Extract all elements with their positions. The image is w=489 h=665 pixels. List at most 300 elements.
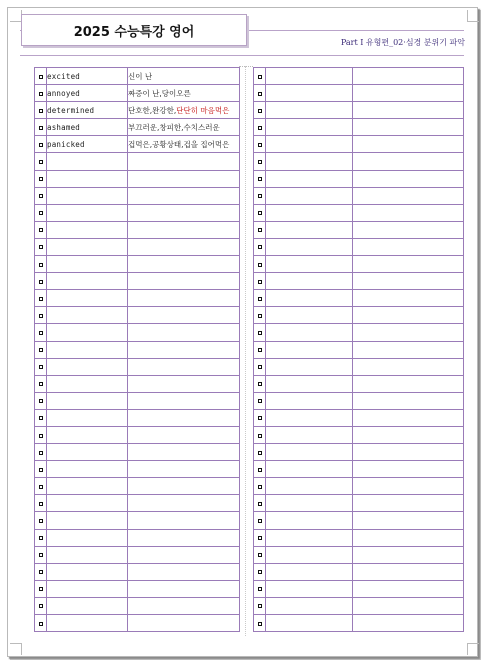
checkbox-icon[interactable]: [39, 297, 43, 301]
checkbox-icon[interactable]: [39, 485, 43, 489]
vocab-row: [254, 495, 464, 512]
checkbox-icon[interactable]: [258, 622, 262, 626]
word-cell: excited: [47, 68, 128, 85]
vocab-row: [35, 256, 240, 273]
word-cell: [47, 273, 128, 290]
meaning-cell: [128, 495, 240, 512]
checkbox-icon[interactable]: [258, 382, 262, 386]
checkbox-icon[interactable]: [39, 314, 43, 318]
vocab-row: [35, 358, 240, 375]
vocab-row: [254, 256, 464, 273]
word-cell: [266, 341, 353, 358]
checkbox-cell: [254, 478, 266, 495]
vocab-row: [35, 495, 240, 512]
vocab-row: [254, 68, 464, 85]
vocab-row: [254, 238, 464, 255]
checkbox-icon[interactable]: [258, 536, 262, 540]
checkbox-cell: [254, 290, 266, 307]
checkbox-icon[interactable]: [39, 109, 43, 113]
checkbox-cell: [35, 358, 47, 375]
checkbox-cell: [35, 153, 47, 170]
checkbox-icon[interactable]: [258, 331, 262, 335]
word-cell: [266, 461, 353, 478]
word-cell: [266, 85, 353, 102]
checkbox-icon[interactable]: [258, 211, 262, 215]
word-cell: [266, 409, 353, 426]
vocab-row: [35, 392, 240, 409]
checkbox-icon[interactable]: [39, 331, 43, 335]
checkbox-cell: [254, 512, 266, 529]
vocab-row: [254, 444, 464, 461]
checkbox-icon[interactable]: [39, 622, 43, 626]
checkbox-icon[interactable]: [258, 416, 262, 420]
checkbox-icon[interactable]: [258, 297, 262, 301]
checkbox-icon[interactable]: [39, 434, 43, 438]
checkbox-icon[interactable]: [258, 194, 262, 198]
meaning-cell: [353, 615, 464, 632]
meaning-cell: [128, 187, 240, 204]
vocab-table-right: [253, 67, 464, 632]
word-cell: [266, 392, 353, 409]
checkbox-cell: [254, 341, 266, 358]
checkbox-icon[interactable]: [258, 75, 262, 79]
word-cell: [47, 221, 128, 238]
vocab-row: [254, 187, 464, 204]
vocab-row: [35, 204, 240, 221]
vocab-row: [35, 153, 240, 170]
checkbox-cell: [254, 85, 266, 102]
word-cell: [47, 478, 128, 495]
word-cell: [266, 170, 353, 187]
checkbox-cell: [254, 597, 266, 614]
checkbox-cell: [254, 580, 266, 597]
word-cell: [266, 358, 353, 375]
word-cell: [266, 375, 353, 392]
checkbox-cell: [254, 358, 266, 375]
checkbox-cell: [35, 375, 47, 392]
checkbox-cell: [35, 478, 47, 495]
checkbox-icon[interactable]: [258, 160, 262, 164]
checkbox-icon[interactable]: [39, 92, 43, 96]
checkbox-icon[interactable]: [258, 434, 262, 438]
page-subtitle: Part Ⅰ 유형편_02·심경 분위기 파악: [340, 38, 465, 47]
vocab-row: [254, 204, 464, 221]
meaning-cell: [353, 136, 464, 153]
vocab-row: [254, 273, 464, 290]
checkbox-cell: [254, 563, 266, 580]
checkbox-icon[interactable]: [258, 399, 262, 403]
meaning-cell: [353, 307, 464, 324]
word-cell: [47, 153, 128, 170]
meaning-cell: [353, 221, 464, 238]
vocab-row: [254, 597, 464, 614]
checkbox-cell: [254, 461, 266, 478]
meaning-cell: [128, 324, 240, 341]
checkbox-cell: [35, 409, 47, 426]
word-cell: [266, 426, 353, 443]
checkbox-cell: [254, 204, 266, 221]
checkbox-icon[interactable]: [39, 143, 43, 147]
meaning-text: 단호한,완강한,: [128, 105, 177, 115]
vocab-row: [35, 238, 240, 255]
word-cell: [266, 546, 353, 563]
word-cell: [266, 221, 353, 238]
checkbox-cell: [254, 375, 266, 392]
vocab-row: [35, 580, 240, 597]
word-cell: [266, 290, 353, 307]
vocab-row: [35, 409, 240, 426]
vocab-row: [254, 85, 464, 102]
meaning-cell: [128, 546, 240, 563]
checkbox-icon[interactable]: [39, 382, 43, 386]
checkbox-cell: [35, 204, 47, 221]
checkbox-cell: [35, 187, 47, 204]
checkbox-icon[interactable]: [258, 365, 262, 369]
vocab-row: [35, 324, 240, 341]
checkbox-cell: [35, 461, 47, 478]
checkbox-cell: [35, 444, 47, 461]
meaning-cell: [353, 187, 464, 204]
word-cell: [47, 426, 128, 443]
checkbox-cell: [254, 68, 266, 85]
word-cell: [47, 358, 128, 375]
checkbox-icon[interactable]: [258, 245, 262, 249]
word-cell: [266, 529, 353, 546]
meaning-text: 신이 난: [128, 71, 153, 81]
checkbox-icon[interactable]: [39, 245, 43, 249]
meaning-cell: [353, 375, 464, 392]
vocab-row: [254, 102, 464, 119]
meaning-cell: [128, 68, 240, 85]
checkbox-cell: [254, 324, 266, 341]
checkbox-icon[interactable]: [258, 92, 262, 96]
word-cell: [47, 529, 128, 546]
checkbox-icon[interactable]: [258, 553, 262, 557]
meaning-cell: [128, 102, 240, 119]
checkbox-icon[interactable]: [258, 502, 262, 506]
checkbox-icon[interactable]: [258, 109, 262, 113]
vocab-row: [254, 563, 464, 580]
checkbox-cell: [254, 409, 266, 426]
checkbox-icon[interactable]: [258, 314, 262, 318]
meaning-cell: [353, 409, 464, 426]
checkbox-cell: [35, 341, 47, 358]
meaning-cell: [128, 375, 240, 392]
word-cell: [266, 495, 353, 512]
vocab-row: [35, 119, 240, 136]
meaning-cell: [128, 426, 240, 443]
checkbox-cell: [254, 444, 266, 461]
checkbox-cell: [35, 290, 47, 307]
vocab-row: [254, 341, 464, 358]
vocab-row: [254, 426, 464, 443]
vocab-row: [254, 153, 464, 170]
vocab-row: [35, 85, 240, 102]
checkbox-icon[interactable]: [39, 468, 43, 472]
checkbox-cell: [35, 597, 47, 614]
meaning-cell: [128, 273, 240, 290]
checkbox-cell: [35, 495, 47, 512]
checkbox-icon[interactable]: [258, 485, 262, 489]
checkbox-cell: [254, 307, 266, 324]
checkbox-icon[interactable]: [258, 587, 262, 591]
word-cell: [47, 461, 128, 478]
checkbox-cell: [254, 221, 266, 238]
checkbox-cell: [35, 136, 47, 153]
word-cell: [47, 512, 128, 529]
checkbox-icon[interactable]: [39, 263, 43, 267]
checkbox-cell: [35, 119, 47, 136]
vocab-row: [254, 136, 464, 153]
meaning-cell: [128, 580, 240, 597]
checkbox-cell: [254, 102, 266, 119]
checkbox-cell: [35, 221, 47, 238]
checkbox-cell: [254, 153, 266, 170]
meaning-cell: [353, 85, 464, 102]
vocab-row: [254, 461, 464, 478]
word-cell: [47, 307, 128, 324]
meaning-cell: [353, 273, 464, 290]
meaning-cell: [353, 204, 464, 221]
checkbox-icon[interactable]: [39, 75, 43, 79]
checkbox-icon[interactable]: [39, 365, 43, 369]
checkbox-cell: [254, 392, 266, 409]
meaning-cell: [353, 563, 464, 580]
checkbox-icon[interactable]: [39, 126, 43, 130]
vocab-row: [35, 290, 240, 307]
checkbox-icon[interactable]: [258, 570, 262, 574]
meaning-cell: [353, 341, 464, 358]
checkbox-cell: [35, 68, 47, 85]
meaning-cell: [353, 290, 464, 307]
meaning-cell: [128, 444, 240, 461]
meaning-cell: [353, 597, 464, 614]
checkbox-icon[interactable]: [39, 211, 43, 215]
meaning-cell: [353, 153, 464, 170]
meaning-cell: [353, 580, 464, 597]
meaning-cell: [128, 136, 240, 153]
checkbox-cell: [35, 392, 47, 409]
checkbox-cell: [254, 119, 266, 136]
checkbox-icon[interactable]: [39, 451, 43, 455]
meaning-cell: [353, 495, 464, 512]
checkbox-icon[interactable]: [39, 399, 43, 403]
meaning-cell: [128, 512, 240, 529]
checkbox-icon[interactable]: [258, 143, 262, 147]
checkbox-cell: [35, 529, 47, 546]
meaning-cell: [128, 307, 240, 324]
vocab-row: [35, 546, 240, 563]
checkbox-cell: [254, 256, 266, 273]
checkbox-cell: [254, 238, 266, 255]
vocab-row: [35, 136, 240, 153]
meaning-cell: [353, 444, 464, 461]
word-cell: [47, 597, 128, 614]
checkbox-cell: [35, 324, 47, 341]
word-cell: [266, 512, 353, 529]
meaning-cell: [353, 238, 464, 255]
vocab-row: [35, 273, 240, 290]
checkbox-cell: [254, 615, 266, 632]
checkbox-icon[interactable]: [39, 553, 43, 557]
meaning-cell: [128, 341, 240, 358]
vocab-row: [35, 512, 240, 529]
vocab-row: [254, 392, 464, 409]
page-title: 2025 수능특강 영어: [21, 14, 247, 46]
word-cell: [47, 563, 128, 580]
word-cell: [266, 324, 353, 341]
meaning-cell: [128, 478, 240, 495]
meaning-cell: [128, 290, 240, 307]
vocab-row: [254, 290, 464, 307]
vocab-row: [35, 375, 240, 392]
checkbox-icon[interactable]: [39, 416, 43, 420]
vocab-row: [254, 529, 464, 546]
word-cell: [47, 187, 128, 204]
meaning-cell: [128, 85, 240, 102]
word-cell: determined: [47, 102, 128, 119]
word-cell: ashamed: [47, 119, 128, 136]
vocab-row: [35, 170, 240, 187]
word-cell: [266, 563, 353, 580]
meaning-highlight: 단단히 마음먹은: [176, 105, 230, 115]
vocab-row: [254, 119, 464, 136]
checkbox-icon[interactable]: [39, 348, 43, 352]
meaning-cell: [128, 256, 240, 273]
meaning-cell: [353, 119, 464, 136]
checkbox-icon[interactable]: [39, 160, 43, 164]
checkbox-icon[interactable]: [39, 536, 43, 540]
word-cell: [47, 615, 128, 632]
checkbox-icon[interactable]: [39, 177, 43, 181]
word-cell: panicked: [47, 136, 128, 153]
checkbox-cell: [35, 85, 47, 102]
checkbox-cell: [254, 273, 266, 290]
vocab-row: [35, 478, 240, 495]
checkbox-cell: [35, 546, 47, 563]
meaning-cell: [128, 221, 240, 238]
word-cell: [47, 392, 128, 409]
vocab-row: [35, 461, 240, 478]
column-divider: [245, 66, 246, 636]
checkbox-icon[interactable]: [258, 519, 262, 523]
meaning-cell: [128, 615, 240, 632]
checkbox-icon[interactable]: [258, 468, 262, 472]
word-cell: [266, 136, 353, 153]
checkbox-icon[interactable]: [258, 177, 262, 181]
word-cell: [47, 546, 128, 563]
checkbox-icon[interactable]: [258, 280, 262, 284]
meaning-cell: [128, 170, 240, 187]
word-cell: [266, 256, 353, 273]
word-cell: [266, 615, 353, 632]
checkbox-icon[interactable]: [39, 570, 43, 574]
checkbox-icon[interactable]: [39, 228, 43, 232]
meaning-cell: [353, 170, 464, 187]
checkbox-icon[interactable]: [39, 519, 43, 523]
meaning-cell: [353, 102, 464, 119]
vocab-row: [254, 512, 464, 529]
vocab-row: [254, 580, 464, 597]
meaning-cell: [353, 461, 464, 478]
checkbox-cell: [35, 563, 47, 580]
word-cell: [266, 102, 353, 119]
word-cell: [47, 324, 128, 341]
vocab-row: [35, 341, 240, 358]
word-cell: [47, 444, 128, 461]
vocab-row: [254, 307, 464, 324]
word-cell: [47, 341, 128, 358]
checkbox-icon[interactable]: [39, 604, 43, 608]
word-cell: [47, 580, 128, 597]
meaning-cell: [128, 461, 240, 478]
crop-mark: [467, 643, 479, 655]
meaning-cell: [353, 324, 464, 341]
meaning-cell: [353, 529, 464, 546]
word-cell: [47, 409, 128, 426]
word-cell: [47, 204, 128, 221]
checkbox-icon[interactable]: [258, 126, 262, 130]
checkbox-cell: [254, 546, 266, 563]
word-cell: [47, 290, 128, 307]
word-cell: [266, 444, 353, 461]
checkbox-icon[interactable]: [39, 194, 43, 198]
vocab-row: [35, 529, 240, 546]
crop-mark: [467, 10, 479, 22]
checkbox-icon[interactable]: [258, 228, 262, 232]
checkbox-icon[interactable]: [39, 280, 43, 284]
meaning-cell: [353, 512, 464, 529]
vocab-row: [254, 170, 464, 187]
meaning-cell: [353, 478, 464, 495]
word-cell: [266, 238, 353, 255]
word-cell: [266, 478, 353, 495]
word-cell: [266, 273, 353, 290]
checkbox-icon[interactable]: [258, 604, 262, 608]
column-divider-dots: [239, 66, 253, 67]
meaning-cell: [353, 358, 464, 375]
checkbox-icon[interactable]: [258, 348, 262, 352]
meaning-cell: [128, 409, 240, 426]
checkbox-cell: [35, 580, 47, 597]
word-cell: [47, 238, 128, 255]
checkbox-icon[interactable]: [258, 263, 262, 267]
checkbox-cell: [35, 238, 47, 255]
word-cell: annoyed: [47, 85, 128, 102]
checkbox-icon[interactable]: [39, 587, 43, 591]
word-cell: [47, 375, 128, 392]
checkbox-icon[interactable]: [258, 451, 262, 455]
meaning-cell: [353, 256, 464, 273]
checkbox-icon[interactable]: [39, 502, 43, 506]
vocab-table-left: [34, 67, 240, 632]
meaning-cell: [128, 529, 240, 546]
vocab-row: [35, 68, 240, 85]
checkbox-cell: [35, 273, 47, 290]
word-cell: [266, 580, 353, 597]
meaning-cell: [128, 392, 240, 409]
vocab-row: [35, 221, 240, 238]
vocab-row: [254, 221, 464, 238]
word-cell: [47, 256, 128, 273]
checkbox-cell: [35, 615, 47, 632]
meaning-cell: [128, 563, 240, 580]
vocab-row: [35, 426, 240, 443]
meaning-cell: [128, 204, 240, 221]
meaning-cell: [353, 68, 464, 85]
word-cell: [266, 119, 353, 136]
word-cell: [266, 307, 353, 324]
